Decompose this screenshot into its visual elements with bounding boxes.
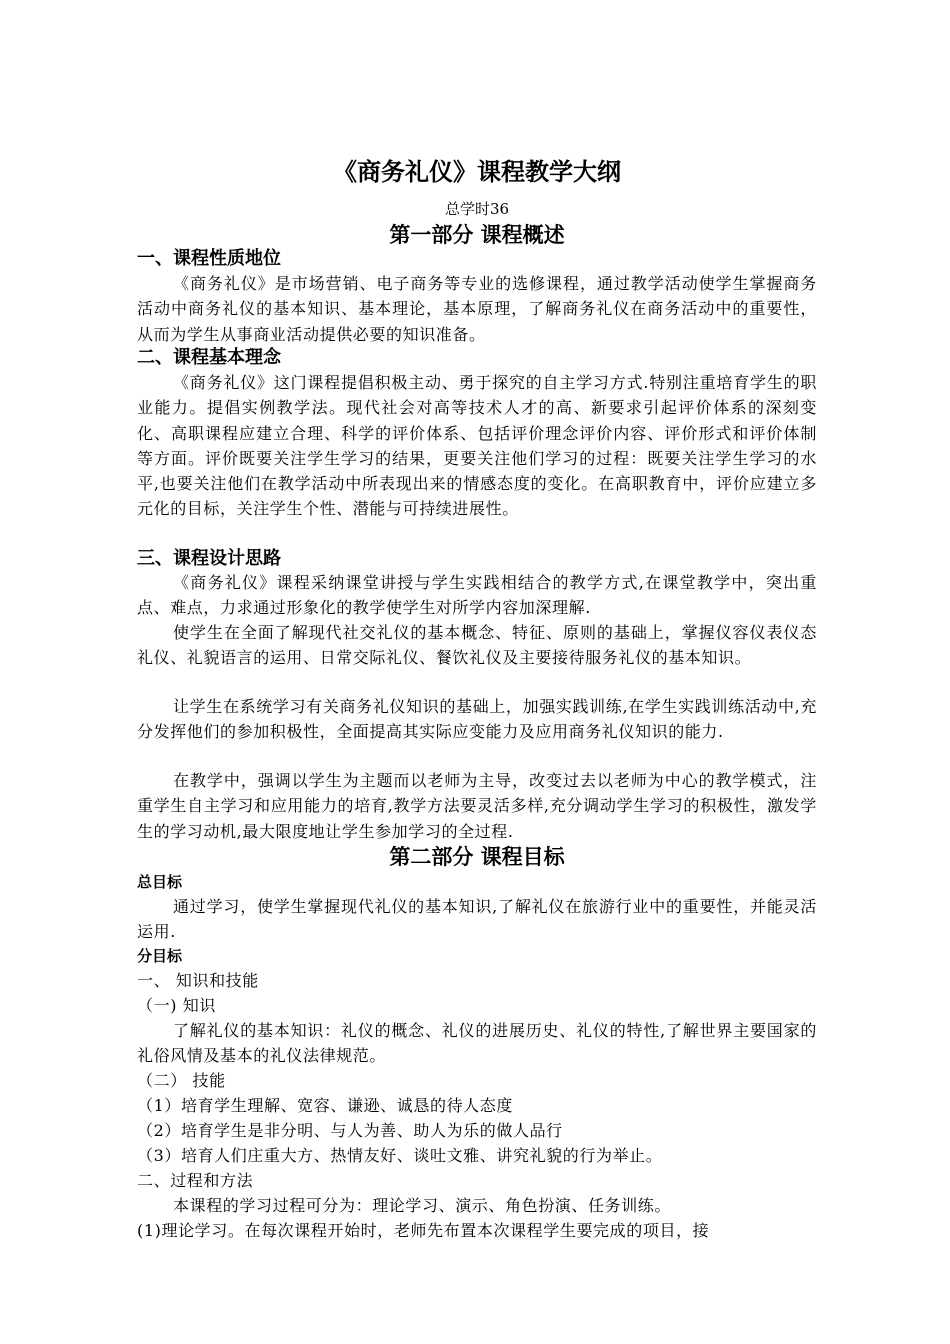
skills-item-1: （1）培育学生理解、宽容、谦逊、诚恳的待人态度 xyxy=(137,1096,513,1115)
process-methods-heading: 二、过程和方法 xyxy=(137,1171,254,1190)
section2-paragraph: 《商务礼仪》这门课程提倡积极主动、勇于探究的自主学习方式.特别注重培育学生的职业能力。提倡实例教学法。现代社会对高等技术人才的高、新要求引起评价体系的深刻变化、高职课程应建立合理、科学的评价体系、包括评价理念评价内容、评价形式和评价体制等方面。评价既要关注学生学习的结果，更要关注他们学习的过程：既要关注学生学习的水平,也要关注他们在教学活动中所表现出来的情感态度的变化。在高职教育中，评价应建立多元化的目标，关注学生个性、潜能与可持续进展性。 xyxy=(137,373,817,519)
overall-goal-paragraph: 通过学习，使学生掌握现代礼仪的基本知识,了解礼仪在旅游行业中的重要性，并能灵活运用. xyxy=(137,897,817,942)
section3-paragraph-4: 在教学中，强调以学生为主题而以老师为主导，改变过去以老师为中心的教学模式，注重学生自主学习和应用能力的培育,教学方法要灵活多样,充分调动学生学习的积极性，激发学生的学习动机,最大限度地让学生参加学习的全过程. xyxy=(137,771,817,841)
overall-goal-heading: 总目标 xyxy=(137,873,183,891)
skills-item-2: （2）培育学生是非分明、与人为善、助人为乐的做人品行 xyxy=(137,1121,563,1140)
skills-heading: （二） 技能 xyxy=(137,1071,226,1090)
process-methods-item-1: (1)理论学习。在每次课程开始时，老师先布置本次课程学生要完成的项目，接 xyxy=(137,1221,710,1240)
part2-heading: 第二部分 课程目标 xyxy=(389,844,565,869)
section3-paragraph-3: 让学生在系统学习有关商务礼仪知识的基础上，加强实践训练,在学生实践训练活动中,充分发挥他们的参加积极性，全面提高其实际应变能力及应用商务礼仪知识的能力. xyxy=(137,697,817,742)
knowledge-skills-heading: 一、 知识和技能 xyxy=(137,971,259,990)
section1-heading: 一、课程性质地位 xyxy=(137,248,281,269)
skills-item-3: （3）培育人们庄重大方、热情友好、谈吐文雅、讲究礼貌的行为举止。 xyxy=(137,1146,663,1165)
part1-heading: 第一部分 课程概述 xyxy=(389,222,565,247)
document-title: 《商务礼仪》课程教学大纲 xyxy=(333,157,621,186)
section2-heading: 二、课程基本理念 xyxy=(137,347,281,368)
section3-paragraph-2: 使学生在全面了解现代社交礼仪的基本概念、特征、原则的基础上，掌握仪容仪表仪态礼仪、礼貌语言的运用、日常交际礼仪、餐饮礼仪及主要接待服务礼仪的基本知识。 xyxy=(137,623,817,668)
section3-paragraph-1: 《商务礼仪》课程采纳课堂讲授与学生实践相结合的教学方式,在课堂教学中，突出重点、难点，力求通过形象化的教学使学生对所学内容加深理解. xyxy=(137,573,817,618)
section3-heading: 三、课程设计思路 xyxy=(137,548,281,569)
total-hours: 总学时36 xyxy=(444,200,510,218)
sub-goal-heading: 分目标 xyxy=(137,947,183,965)
knowledge-paragraph: 了解礼仪的基本知识：礼仪的概念、礼仪的进展历史、礼仪的特性,了解世界主要国家的礼俗风情及基本的礼仪法律规范。 xyxy=(137,1021,817,1066)
process-methods-paragraph: 本课程的学习过程可分为：理论学习、演示、角色扮演、任务训练。 xyxy=(173,1196,672,1215)
knowledge-heading: （一) 知识 xyxy=(137,996,216,1015)
section1-paragraph: 《商务礼仪》是市场营销、电子商务等专业的选修课程，通过教学活动使学生掌握商务活动中商务礼仪的基本知识、基本理论，基本原理，了解商务礼仪在商务活动中的重要性，从而为学生从事商业活动提供必要的知识准备。 xyxy=(137,274,817,344)
